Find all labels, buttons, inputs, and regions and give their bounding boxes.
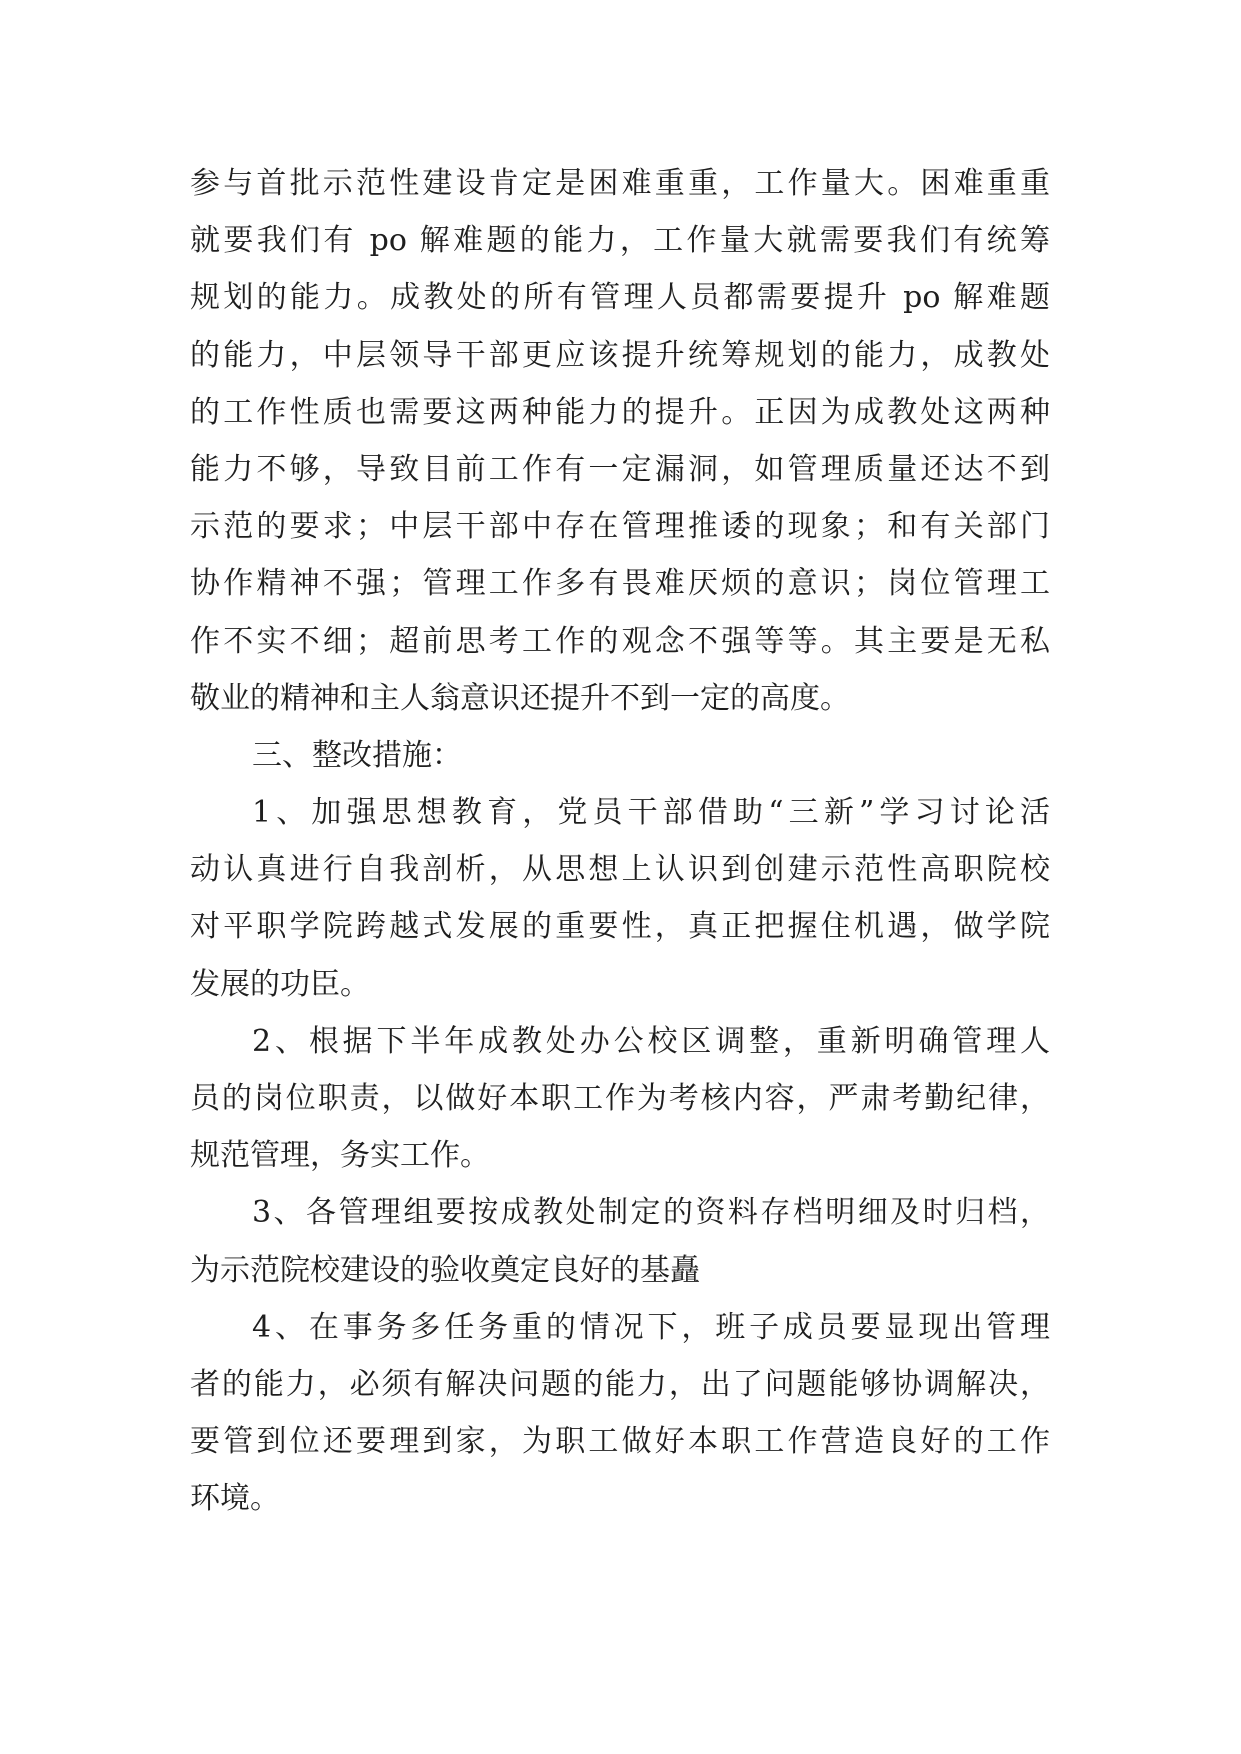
text-line: 环境。 [190,1481,280,1517]
text-line: 示范的要求；中层干部中存在管理推诿的现象；和有关部门 [190,509,1050,545]
text-line: 就要我们有 po 解难题的能力，工作量大就需要我们有统筹 [190,223,1050,259]
text-line: 参与首批示范性建设肯定是困难重重，工作量大。困难重重 [190,166,1050,201]
text-line: 的工作性质也需要这两种能力的提升。正因为成教处这两种 [190,394,1050,430]
text-line: 能力不够，导致目前工作有一定漏洞，如管理质量还达不到 [190,451,1050,487]
text-line: 为示范院校建设的验收奠定良好的基矗 [190,1252,700,1288]
text-line: 发展的功臣。 [190,966,370,1002]
text-line: 规划的能力。成教处的所有管理人员都需要提升 po 解难题 [190,280,1050,316]
text-line: 作不实不细；超前思考工作的观念不强等等。其主要是无私 [190,623,1050,659]
text-line: 动认真进行自我剖析，从思想上认识到创建示范性高职院校 [190,852,1050,888]
document-body [190,155,1050,1528]
text-line: 3、各管理组要按成教处制定的资料存档明细及时归档， [252,1195,1050,1231]
text-line: 员的岗位职责，以做好本职工作为考核内容，严肃考勤纪律， [190,1081,1050,1116]
text-line: 4、在事务多任务重的情况下，班子成员要显现出管理 [252,1309,1050,1345]
text-line: 敬业的精神和主人翁意识还提升不到一定的高度。 [190,680,850,716]
text-line: 协作精神不强；管理工作多有畏难厌烦的意识；岗位管理工 [190,566,1050,602]
text-line: 者的能力，必须有解决问题的能力，出了问题能够协调解决， [190,1366,1050,1402]
text-line: 2、根据下半年成教处办公校区调整，重新明确管理人 [252,1023,1050,1059]
section-heading: 三、整改措施： [252,737,462,773]
text-line: 要管到位还要理到家，为职工做好本职工作营造良好的工作 [190,1424,1050,1460]
text-line: 的能力，中层领导干部更应该提升统筹规划的能力，成教处 [190,337,1050,373]
text-line: 对平职学院跨越式发展的重要性，真正把握住机遇，做学院 [190,909,1050,945]
text-line: 1、加强思想教育，党员干部借助“三新”学习讨论活 [252,795,1050,831]
text-line: 规范管理，务实工作。 [190,1138,490,1174]
